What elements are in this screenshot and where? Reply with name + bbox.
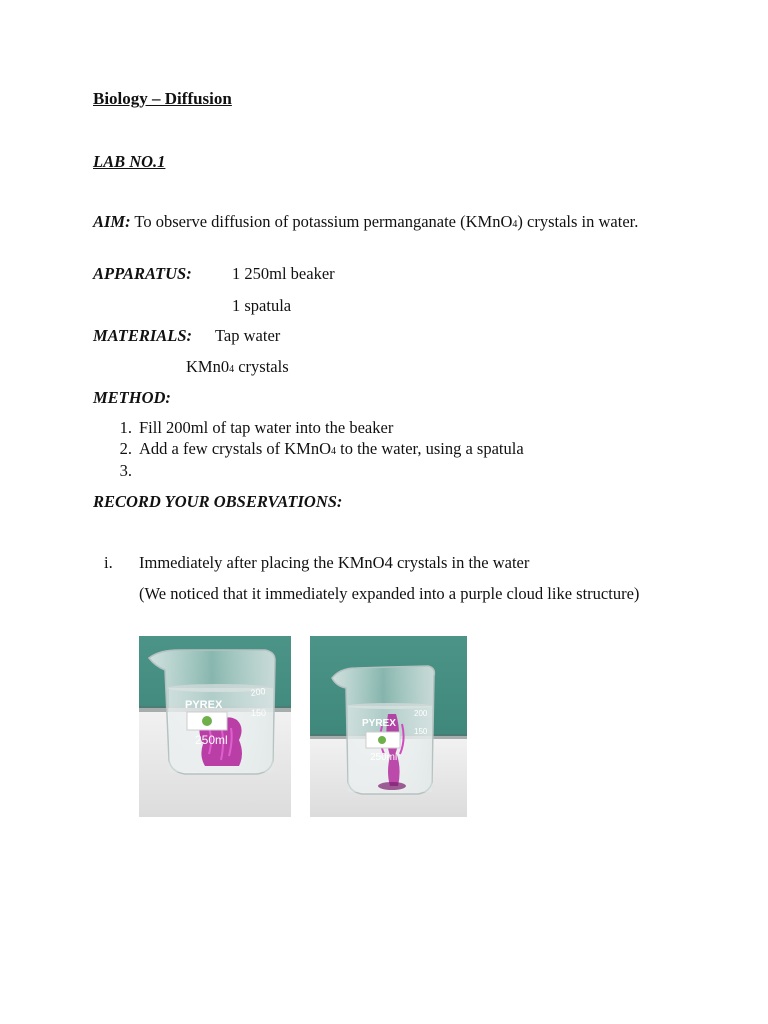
method-step-number: 1.: [119, 418, 132, 437]
method-step-subscript: 4: [331, 446, 336, 457]
method-step-text: [139, 439, 524, 462]
beaker-brand-label: PYREX: [185, 699, 223, 711]
aim-text: To observe diffusion of potassium permanganate (KMnO: [134, 212, 513, 231]
aim-paragraph: [93, 211, 675, 236]
aim-text-end: ) crystals in water.: [517, 212, 639, 231]
materials-label: MATERIALS:: [93, 326, 193, 345]
beaker-photo-2-image: [310, 636, 467, 817]
beaker-mark-mid: 150: [414, 727, 428, 736]
beaker-volume-label: 250ml: [370, 752, 398, 763]
beaker-mark-mid: 150: [251, 708, 267, 718]
lab-number: LAB NO.1: [93, 152, 166, 171]
method-step-text-part: Add a few crystals of KMnO: [139, 439, 331, 458]
materials-item-crystals: [186, 357, 289, 380]
materials-crystals-text: KMn0: [186, 357, 230, 376]
apparatus-label: APPARATUS:: [93, 264, 192, 283]
observations-label: RECORD YOUR OBSERVATIONS:: [93, 492, 343, 511]
method-step-number: 2.: [119, 439, 132, 458]
observation-text: Immediately after placing the KMnO4 crystals in the water: [139, 553, 530, 572]
aim-subscript: 4: [512, 219, 518, 230]
beaker-photo-1-image: [139, 636, 291, 817]
beaker-photo-2: [310, 636, 467, 817]
beaker-mark-top: 200: [249, 685, 267, 698]
method-step-number: 3.: [119, 461, 132, 480]
beaker-mark-top: 200: [414, 709, 428, 718]
method-label: METHOD:: [93, 388, 171, 407]
observation-number: i.: [104, 553, 113, 572]
materials-item-water: Tap water: [215, 326, 281, 345]
apparatus-item-beaker: 1 250ml beaker: [232, 264, 335, 283]
method-step-text: Fill 200ml of tap water into the beaker: [139, 418, 394, 437]
beaker-volume-label: 250ml: [195, 733, 228, 747]
aim-label: AIM:: [93, 212, 131, 231]
method-step-text-part: to the water, using a spatula: [336, 439, 524, 458]
document-title: Biology – Diffusion: [93, 89, 232, 108]
materials-crystals-subscript: 4: [229, 364, 235, 375]
beaker-photo-1: [139, 636, 291, 817]
observation-note: (We noticed that it immediately expanded into a purple cloud like structure): [139, 584, 640, 603]
apparatus-item-spatula: 1 spatula: [232, 296, 292, 315]
materials-crystals-text-end: crystals: [234, 357, 289, 376]
beaker-brand-label: PYREX: [362, 718, 396, 729]
